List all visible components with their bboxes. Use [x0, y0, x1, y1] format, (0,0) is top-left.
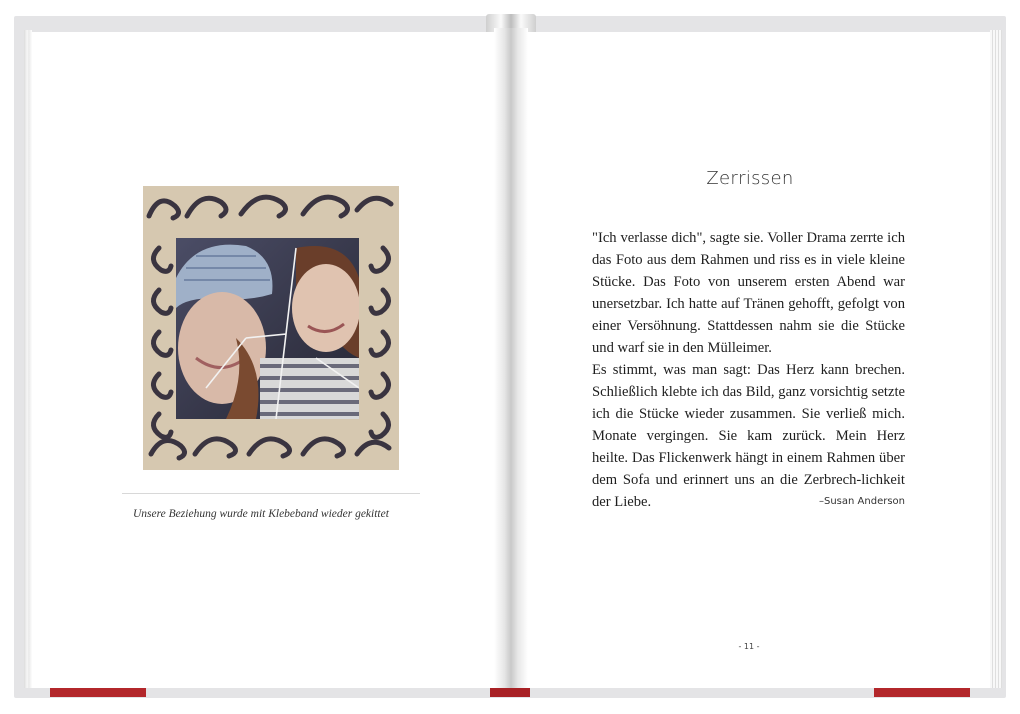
- story-paragraph-1: "Ich verlasse dich", sagte sie. Voller Drama zerrte ich das Foto aus dem Rahmen und riss es in viele kleine Stücke. Das Foto von unserem ersten Abend war unersetzbar. Ich hatte auf Tränen gehofft, gefolgt von einer Versöhnung. Stattdessen nahm sie die Stücke und warf sie in den Mülleimer.: [592, 230, 905, 356]
- book-gutter: [494, 28, 528, 690]
- page-number: - 11 -: [738, 642, 760, 651]
- right-page-edges: [990, 30, 1002, 688]
- framed-photo: [143, 186, 399, 470]
- taped-photo: [176, 238, 359, 419]
- story-paragraph-2: Es stimmt, was man sagt: Das Herz kann brechen. Schließlich klebte ich das Bild, ganz vorsichtig setzte ich die Stücke wieder zusammen. Sie verließ mich. Monate vergingen. Sie kam zurück. Mein Herz heilte. Das Flickenwerk hängt in einem Rahmen über dem Sofa und erinnert uns an die Zerbrech-lichkeit der Liebe.: [592, 362, 905, 510]
- caption-divider: [122, 493, 420, 494]
- bookmark-ribbon-right: [874, 688, 970, 697]
- author-attribution: –Susan Anderson: [819, 496, 905, 507]
- left-page-edges: [24, 30, 32, 688]
- bookmark-ribbon-center: [490, 688, 530, 697]
- bookmark-ribbon-left: [50, 688, 146, 697]
- photo-caption: Unsere Beziehung wurde mit Klebeband wieder gekittet: [133, 508, 389, 520]
- page-title: Zerrissen: [706, 168, 794, 189]
- story-text: [592, 227, 905, 513]
